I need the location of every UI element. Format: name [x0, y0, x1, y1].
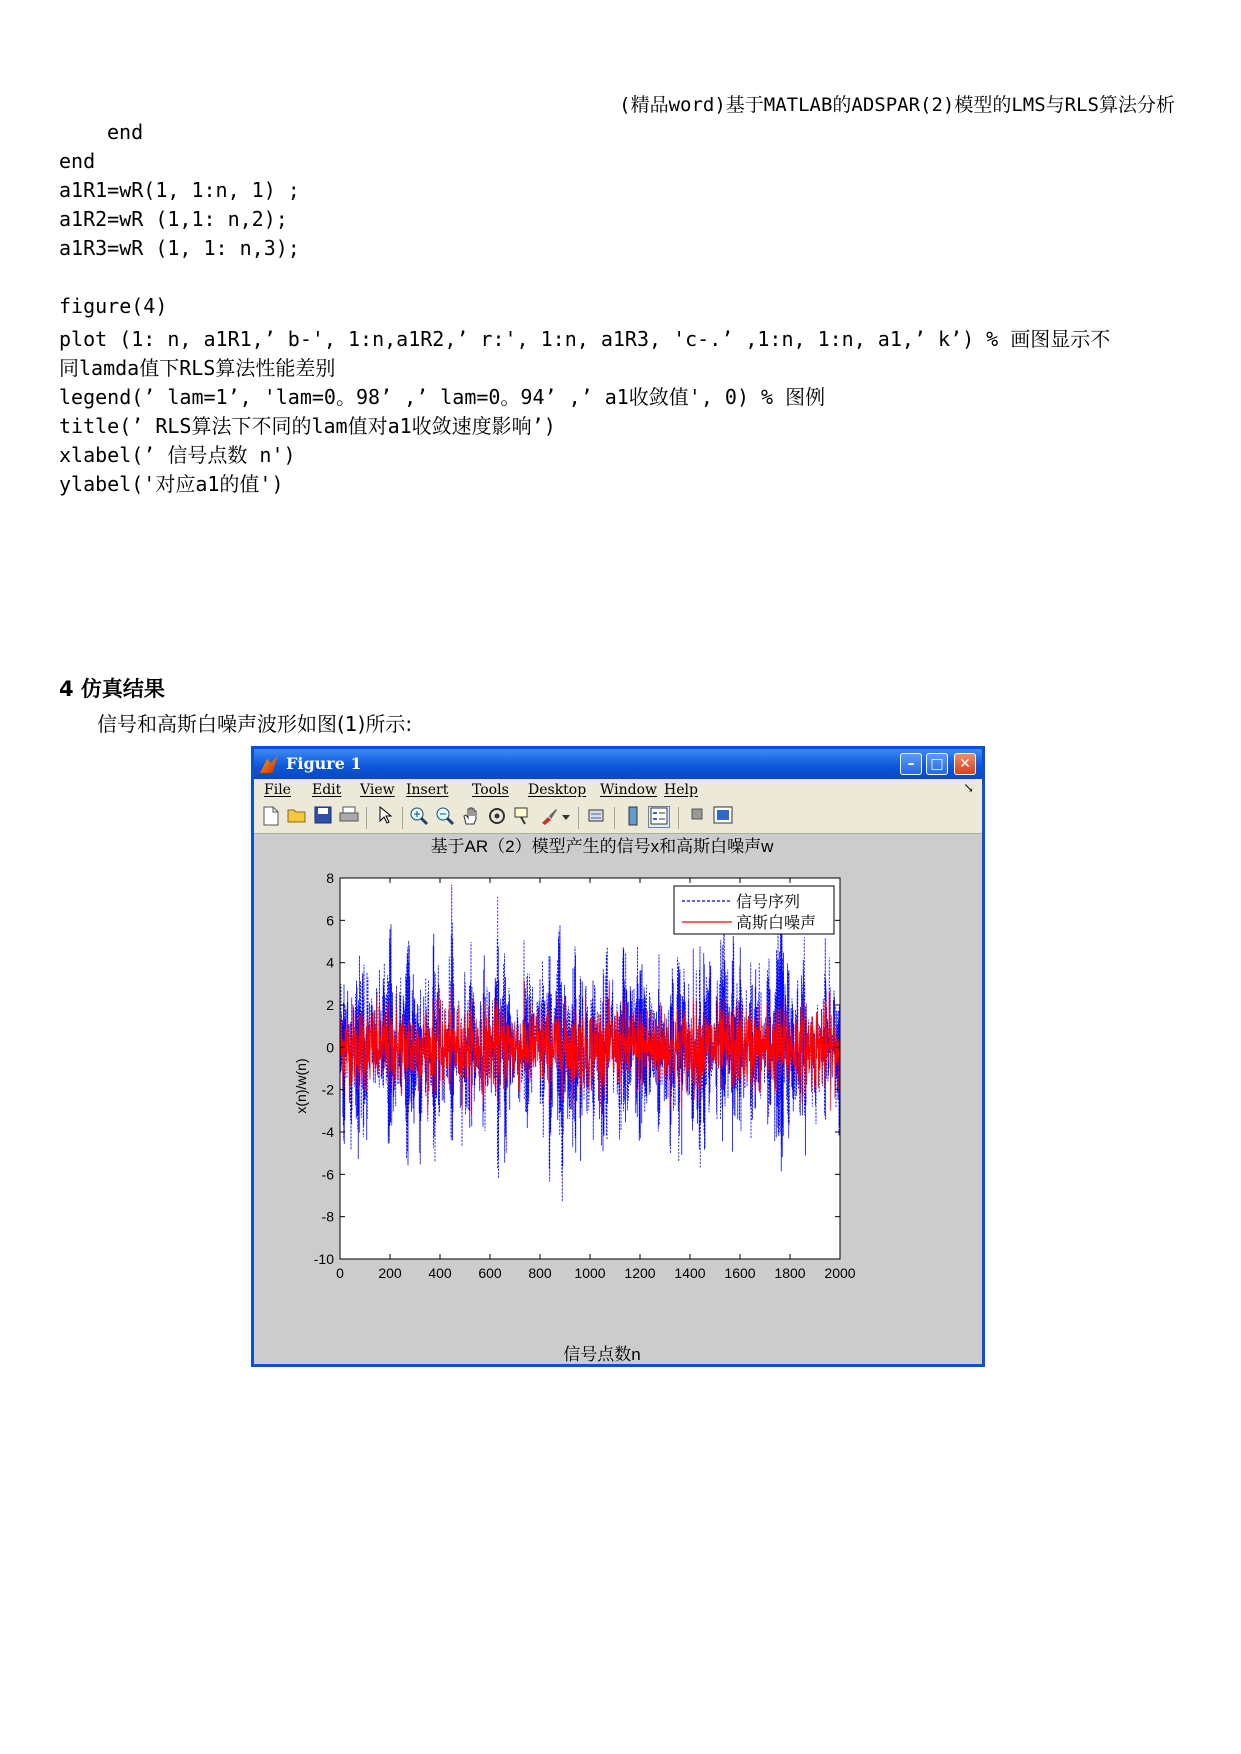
plot-area: [254, 834, 982, 1364]
x-tick-label: 1600: [724, 1265, 756, 1281]
close-button[interactable]: ✕: [954, 753, 976, 775]
x-tick-label: 1800: [774, 1265, 806, 1281]
section-text: 信号和高斯白噪声波形如图(1)所示:: [97, 712, 413, 736]
hide-plot-tools-icon[interactable]: [686, 806, 708, 828]
pointer-icon[interactable]: [374, 806, 396, 828]
x-axis-label: 信号点数n: [563, 1345, 641, 1364]
code-line: legend(’ lam=1’, 'lam=0。98’ ,’ lam=0。94’ ,’ a1收敛值', 0) % 图例: [59, 385, 826, 409]
code-line: plot (1: n, a1R1,’ b-', 1:n,a1R2,’ r:', 1:n, a1R3, 'c-.’ ,1:n, 1:n, a1,’ k’) % 画图显示不: [59, 327, 1111, 351]
open-folder-icon[interactable]: [286, 806, 308, 828]
code-line: end: [107, 120, 144, 144]
menu-help[interactable]: Help: [664, 782, 698, 798]
new-file-icon[interactable]: [260, 806, 282, 828]
y-tick-label: 0: [326, 1039, 334, 1056]
toolbar-separator: [614, 807, 615, 829]
figure-titlebar[interactable]: [254, 749, 982, 779]
menu-file[interactable]: File: [264, 782, 291, 798]
zoom-in-icon[interactable]: [408, 806, 430, 828]
figure-title: Figure 1: [286, 754, 362, 773]
x-tick-label: 1400: [674, 1265, 706, 1281]
maximize-button[interactable]: □: [926, 753, 948, 775]
code-line: end: [59, 149, 96, 173]
menu-dock-arrow-icon[interactable]: ↘: [963, 781, 974, 796]
y-tick-label: -6: [321, 1166, 334, 1183]
menu-tools[interactable]: Tools: [472, 782, 509, 798]
x-tick-label: 800: [528, 1265, 552, 1281]
save-icon[interactable]: [312, 806, 334, 828]
code-line: 同lamda值下RLS算法性能差别: [59, 356, 336, 380]
page-header: (精品word)基于MATLAB的ADSPAR(2)模型的LMS与RLS算法分析: [619, 94, 1175, 116]
pan-hand-icon[interactable]: [460, 806, 482, 828]
x-tick-label: 200: [378, 1265, 402, 1281]
chart-legend: [674, 886, 834, 934]
toolbar-separator: [578, 807, 579, 829]
minimize-button[interactable]: –: [900, 753, 922, 775]
y-axis-label: x(n)/w(n): [293, 1058, 309, 1114]
brush-icon[interactable]: [538, 806, 560, 828]
x-tick-label: 1000: [574, 1265, 606, 1281]
code-line: a1R2=wR (1,1: n,2);: [59, 207, 288, 231]
y-tick-label: -8: [321, 1208, 334, 1225]
code-line: xlabel(’ 信号点数 n'): [59, 443, 296, 467]
x-tick-label: 0: [336, 1265, 344, 1281]
legend-icon[interactable]: [648, 806, 670, 828]
y-tick-label: -2: [321, 1081, 334, 1098]
y-tick-label: 6: [326, 912, 334, 929]
rotate-3d-icon[interactable]: [486, 806, 508, 828]
data-cursor-icon[interactable]: [512, 806, 534, 828]
code-line: a1R3=wR (1, 1: n,3);: [59, 236, 300, 260]
toolbar-separator: [678, 807, 679, 829]
toolbar-separator: [402, 807, 403, 829]
y-tick-label: -4: [321, 1124, 334, 1140]
figure-window: [251, 746, 985, 1367]
figure-toolbar: [254, 801, 982, 834]
menu-edit[interactable]: Edit: [312, 782, 342, 798]
chart-title: 基于AR（2）模型产生的信号x和高斯白噪声w: [430, 837, 774, 856]
y-tick-label: 8: [326, 870, 334, 886]
matlab-logo-icon: [260, 755, 278, 773]
menu-bar: [254, 779, 982, 801]
colorbar-icon[interactable]: [622, 806, 644, 828]
code-line: a1R1=wR(1, 1:n, 1) ;: [59, 178, 300, 202]
menu-insert[interactable]: Insert: [406, 782, 449, 798]
brush-dropdown-icon[interactable]: [560, 806, 572, 828]
print-icon[interactable]: [338, 806, 360, 828]
code-line: figure(4): [59, 294, 168, 318]
y-tick-label: 4: [326, 954, 334, 971]
x-tick-label: 600: [478, 1265, 502, 1281]
show-plot-tools-icon[interactable]: [712, 806, 734, 828]
link-plot-icon[interactable]: [586, 806, 608, 828]
x-tick-label: 1200: [624, 1265, 656, 1281]
chart-canvas[interactable]: [254, 834, 982, 1364]
code-line: ylabel('对应a1的值'): [59, 472, 284, 496]
menu-window[interactable]: Window: [600, 782, 658, 798]
toolbar-separator: [366, 807, 367, 829]
zoom-out-icon[interactable]: [434, 806, 456, 828]
y-tick-label: 2: [326, 997, 334, 1013]
x-tick-label: 400: [428, 1265, 452, 1281]
code-line: title(’ RLS算法下不同的lam值对a1收敛速度影响’): [59, 414, 556, 438]
legend-entry: 信号序列: [736, 894, 801, 911]
x-tick-label: 2000: [824, 1265, 856, 1281]
legend-entry: 高斯白噪声: [736, 915, 817, 932]
menu-desktop[interactable]: Desktop: [528, 782, 587, 798]
menu-view[interactable]: View: [360, 782, 395, 798]
section-title: 4 仿真结果: [59, 677, 165, 701]
y-tick-label: -10: [313, 1251, 334, 1267]
